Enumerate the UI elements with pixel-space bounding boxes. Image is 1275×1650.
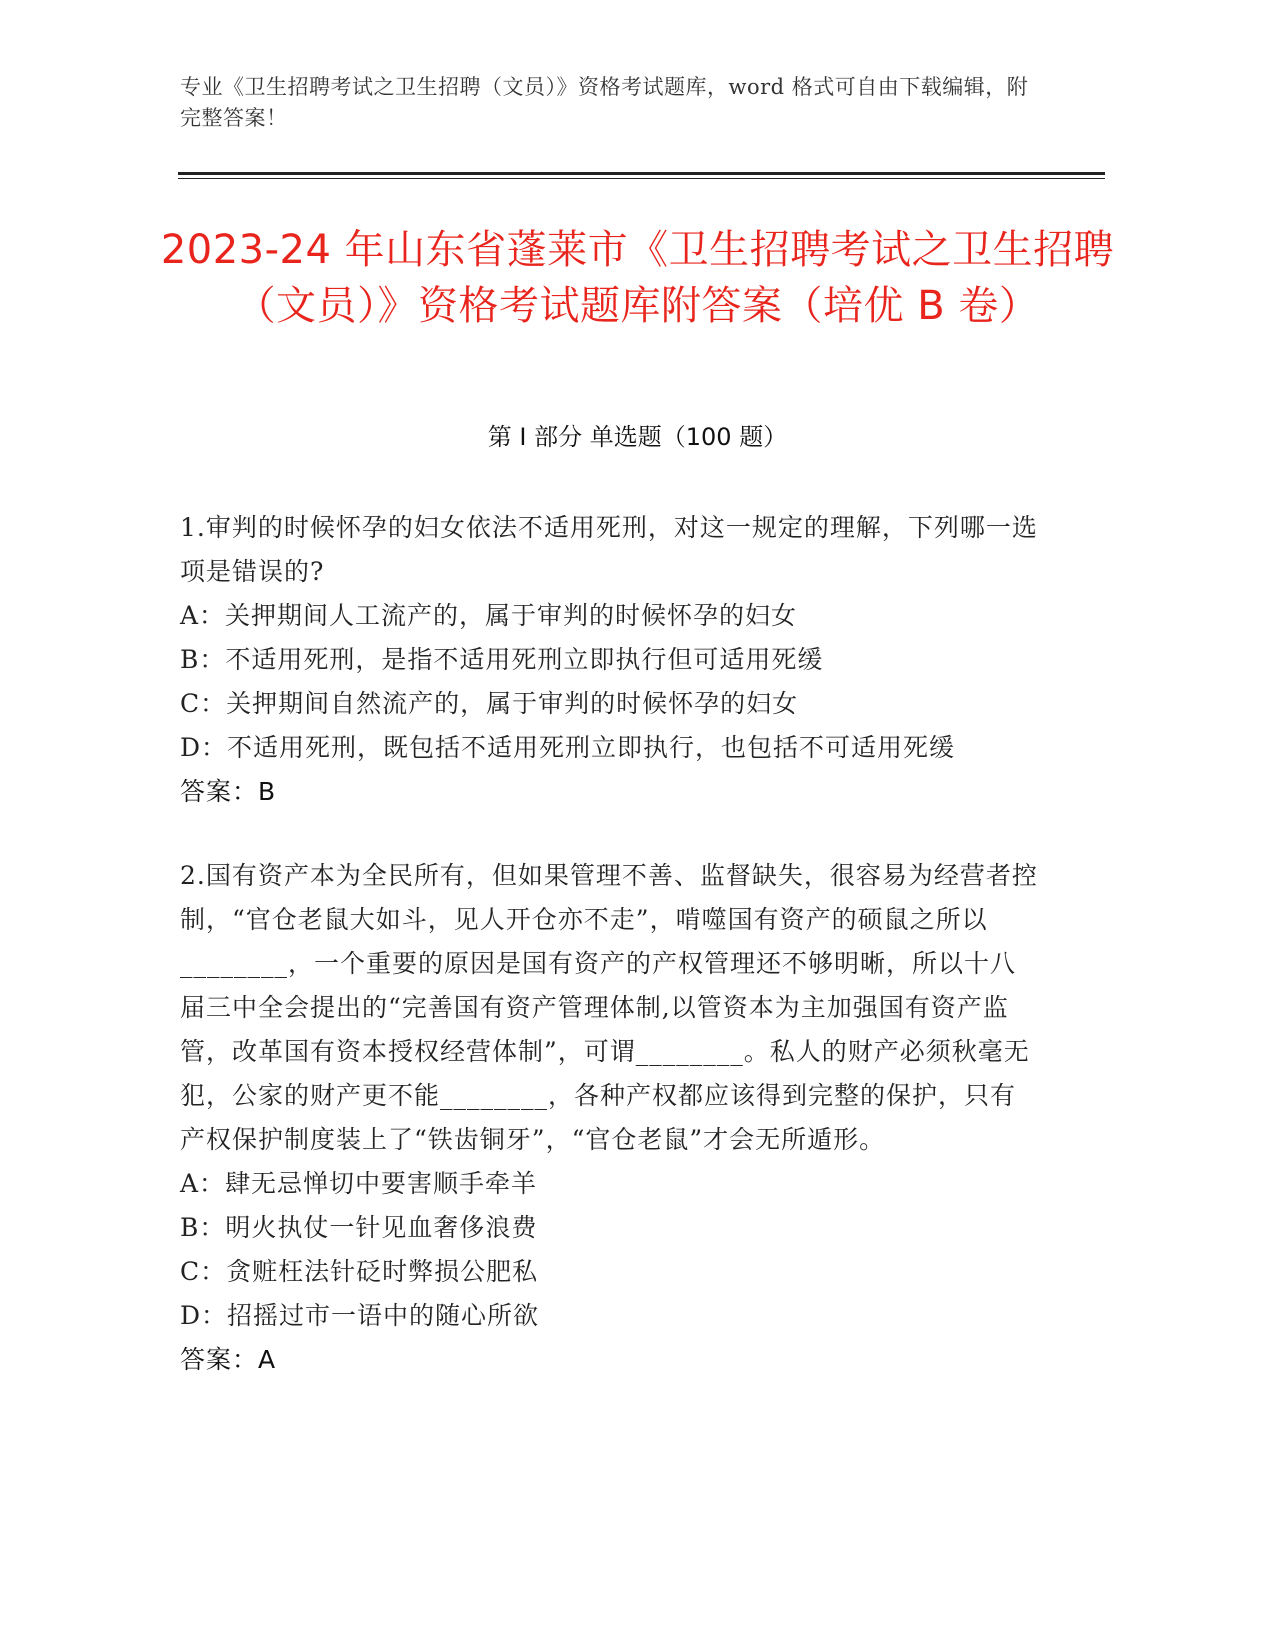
option-c: C：关押期间自然流产的，属于审判的时候怀孕的妇女 (180, 689, 799, 718)
question-stem: 2.国有资产本为全民所有，但如果管理不善、监督缺失，很容易为经营者控制，“官仓老鼠大如斗，见人开仓亦不走”，啃噬国有资产的硕鼠之所以________，一个重要的原因是国有资产的产权管理还不够明晰，所以十八届三中全会提出的“完善国有资产管理体制,以管资本为主加强国有资产监管，改革国有资本授权经营体制”，可谓________。私人的财产必须秋毫无犯，公家的财产更不能________，各种产权都应该得到完整的保护，只有产权保护制度装上了“铁齿铜牙”，“官仓老鼠”才会无所遁形。 (180, 861, 1038, 1154)
answer-label: 答案：B (180, 777, 277, 806)
question-1 (180, 506, 1040, 814)
option-c: C：贪赃枉法针砭时弊损公肥私 (180, 1257, 539, 1286)
answer-label: 答案：A (180, 1345, 277, 1374)
header-note: 专业《卫生招聘考试之卫生招聘（文员）》资格考试题库，word 格式可自由下载编辑，附完整答案！ (180, 75, 1029, 130)
option-d: D：不适用死刑，既包括不适用死刑立即执行，也包括不可适用死缓 (180, 733, 956, 762)
option-d: D：招摇过市一语中的随心所欲 (180, 1301, 540, 1330)
header-divider-thick (178, 172, 1105, 175)
option-a: A：关押期间人工流产的，属于审判的时候怀孕的妇女 (180, 601, 798, 630)
question-2 (180, 854, 1040, 1382)
document-title: 2023-24 年山东省蓬莱市《卫生招聘考试之卫生招聘（文员）》资格考试题库附答案（培优 B 卷） (160, 227, 1115, 329)
option-b: B：不适用死刑，是指不适用死刑立即执行但可适用死缓 (180, 645, 824, 674)
option-a: A：肆无忌惮切中要害顺手牵羊 (180, 1169, 538, 1198)
section-title: 第 I 部分 单选题（100 题） (487, 423, 788, 451)
question-stem: 1.审判的时候怀孕的妇女依法不适用死刑，对这一规定的理解，下列哪一选项是错误的? (180, 513, 1038, 586)
option-b: B：明火执仗一针见血奢侈浪费 (180, 1213, 538, 1242)
header-divider-thin (178, 178, 1105, 179)
